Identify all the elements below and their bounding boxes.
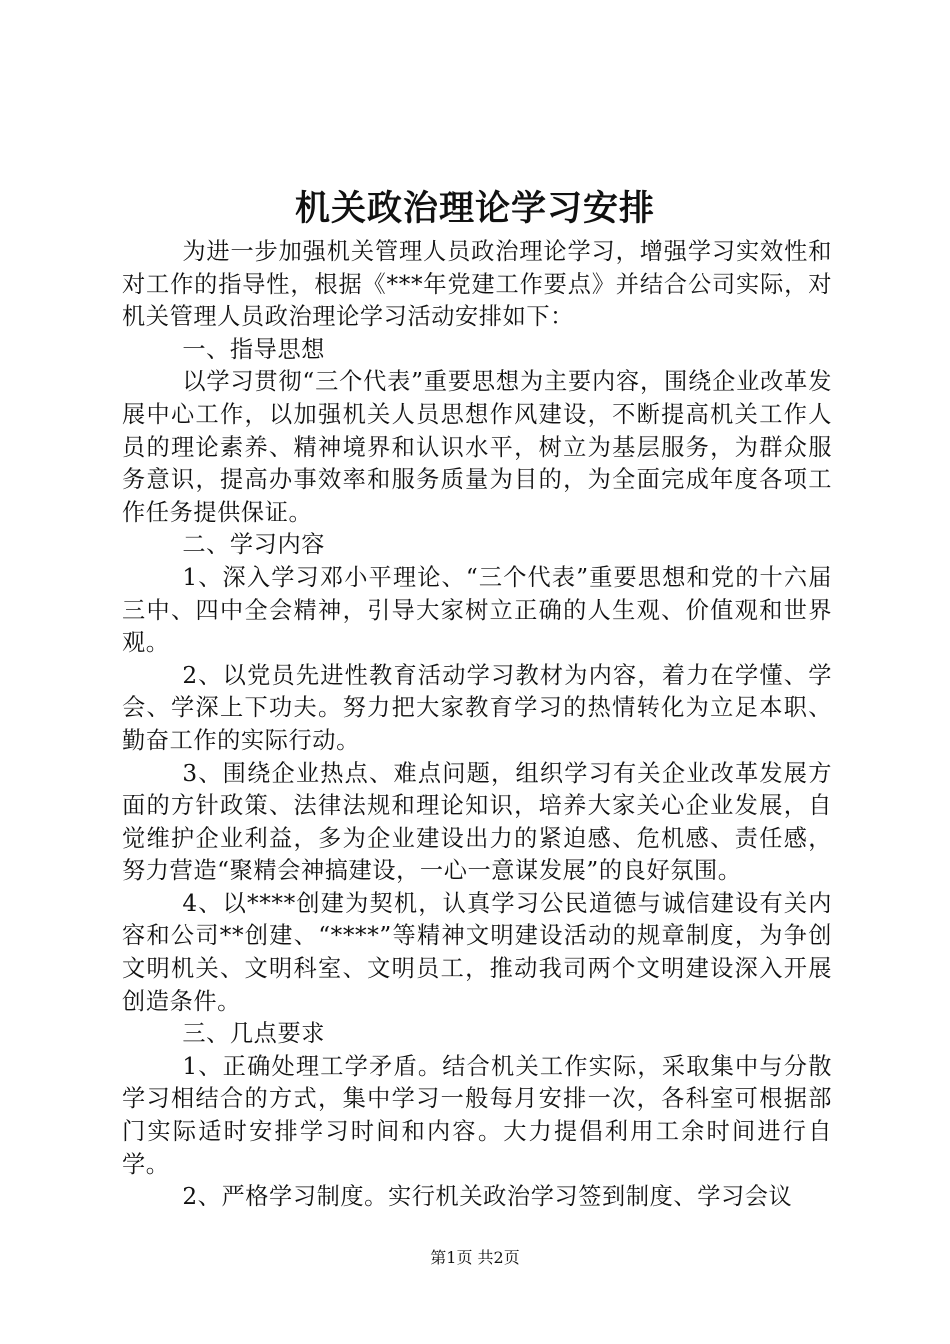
paragraph-content-item-2: 2、以党员先进性教育活动学习教材为内容，着力在学懂、学会、学深上下功夫。努力把大家教育学习的热情转化为立足本职、勤奋工作的实际行动。 bbox=[122, 661, 832, 754]
document-body bbox=[122, 236, 832, 1214]
section-heading-requirements: 三、几点要求 bbox=[182, 1020, 326, 1048]
paragraph-requirement-1: 1、正确处理工学矛盾。结合机关工作实际，采取集中与分散学习相结合的方式，集中学习一般每月安排一次，各科室可根据部门实际适时安排学习时间和内容。大力提倡利用工余时间进行自学。 bbox=[122, 1052, 832, 1178]
paragraph-requirement-2: 2、严格学习制度。实行机关政治学习签到制度、学习会议 bbox=[182, 1183, 793, 1211]
paragraph-content-item-3: 3、围绕企业热点、难点问题，组织学习有关企业改革发展方面的方针政策、法律法规和理论知识，培养大家关心企业发展，自觉维护企业利益，多为企业建设出力的紧迫感、危机感、责任感，努力营造“聚精会神搞建设，一心一意谋发展”的良好氛围。 bbox=[122, 759, 832, 885]
page-footer: 第1页 共2页 bbox=[430, 1248, 520, 1267]
paragraph-content-item-1: 1、深入学习邓小平理论、“三个代表”重要思想和党的十六届三中、四中全会精神，引导大家树立正确的人生观、价值观和世界观。 bbox=[122, 563, 832, 657]
paragraph-guiding-ideology: 以学习贯彻“三个代表”重要思想为主要内容，围绕企业改革发展中心工作，以加强机关人员思想作风建设，不断提高机关工作人员的理论素养、精神境界和认识水平，树立为基层服务，为群众服务意识，提高办事效率和服务质量为目的，为全面完成年度各项工作任务提供保证。 bbox=[122, 368, 832, 526]
page-title: 机关政治理论学习安排 bbox=[294, 189, 655, 229]
section-heading-guiding-ideology: 一、指导思想 bbox=[182, 335, 326, 363]
paragraph-intro: 为进一步加强机关管理人员政治理论学习，增强学习实效性和对工作的指导性，根据《***年党建工作要点》并结合公司实际，对机关管理人员政治理论学习活动安排如下： bbox=[122, 238, 832, 331]
paragraph-content-item-4: 4、以****创建为契机，认真学习公民道德与诚信建设有关内容和公司**创建、“****”等精神文明建设活动的规章制度，为争创文明机关、文明科室、文明员工，推动我司两个文明建设深入开展创造条件。 bbox=[122, 889, 832, 1015]
section-heading-study-content: 二、学习内容 bbox=[182, 531, 326, 559]
